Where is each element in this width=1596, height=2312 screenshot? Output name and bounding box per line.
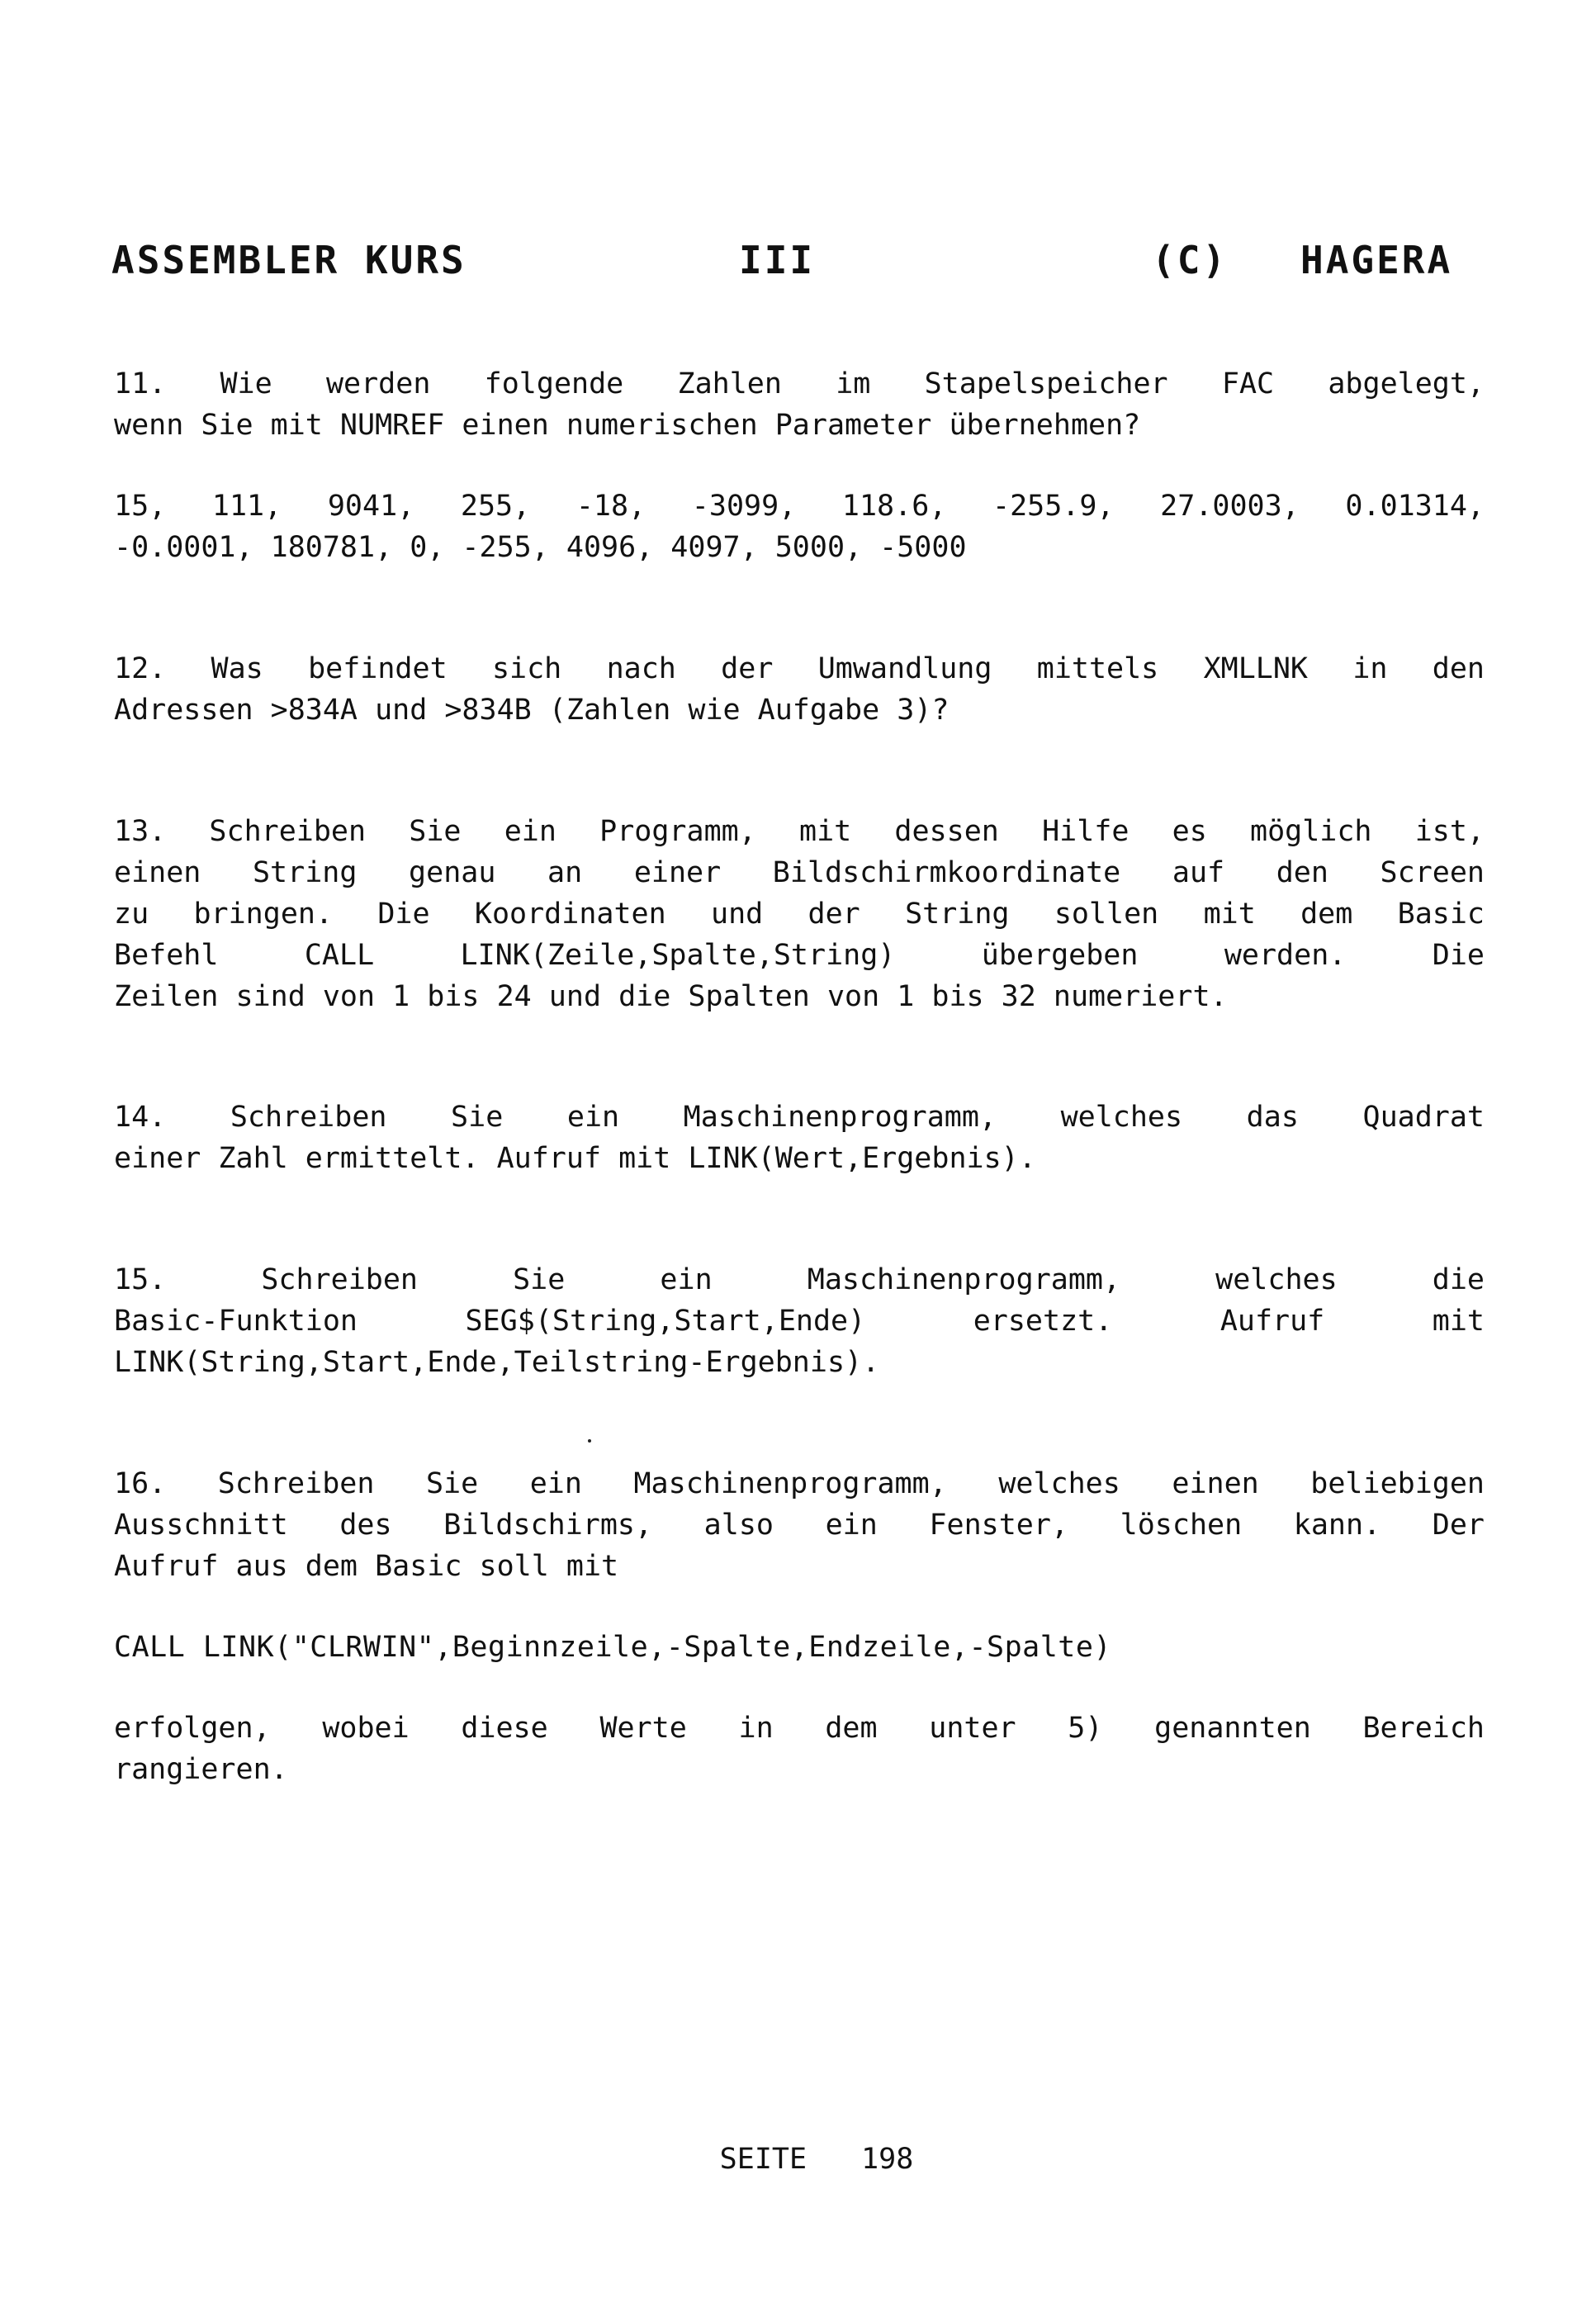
question-11-line-2: wenn Sie mit NUMREF einen numerischen Parameter übernehmen? — [114, 409, 1141, 442]
numbers-line-2: -0.0001, 180781, 0, -255, 4096, 4097, 5000, -5000 — [114, 531, 967, 564]
header-volume: III — [739, 238, 816, 282]
numbers-line-1: 15, 111, 9041, 255, -18, -3099, 118.6, -255.9, 27.0003, 0.01314, — [114, 490, 1485, 523]
footer-label: SEITE — [719, 2143, 807, 2176]
question-13-line-1: 13. Schreiben Sie ein Programm, mit dessen Hilfe es möglich ist, — [114, 815, 1485, 848]
question-13-line-5: Zeilen sind von 1 bis 24 und die Spalten von 1 bis 32 numeriert. — [114, 980, 1228, 1013]
question-16-after — [114, 1708, 1485, 1790]
header-copyright: (C) — [1152, 238, 1229, 282]
question-14 — [114, 1097, 1485, 1179]
question-11 — [114, 363, 1485, 446]
question-15-line-1: 15. Schreiben Sie ein Maschinenprogramm, welches die — [114, 1263, 1485, 1296]
scan-speck — [588, 1439, 591, 1443]
question-16-line-2: Ausschnitt des Bildschirms, also ein Fenster, löschen kann. Der — [114, 1509, 1485, 1542]
question-11-line-1: 11. Wie werden folgende Zahlen im Stapelspeicher FAC abgelegt, — [114, 367, 1485, 400]
question-15-line-3: LINK(String,Start,Ende,Teilstring-Ergebnis). — [114, 1346, 880, 1379]
question-14-line-1: 14. Schreiben Sie ein Maschinenprogramm, welches das Quadrat — [114, 1101, 1485, 1134]
question-16-after-line-2: rangieren. — [114, 1753, 288, 1786]
question-13-line-2: einen String genau an einer Bildschirmkoordinate auf den Screen — [114, 856, 1485, 889]
question-16-after-line-1: erfolgen, wobei diese Werte in dem unter 5) genannten Bereich — [114, 1712, 1485, 1745]
question-15 — [114, 1259, 1485, 1383]
page-number: 198 — [861, 2143, 914, 2176]
question-13-line-3: zu bringen. Die Koordinaten und der String sollen mit dem Basic — [114, 898, 1485, 931]
header-author: HAGERA — [1300, 238, 1453, 282]
question-13-line-4: Befehl CALL LINK(Zeile,Spalte,String) übergeben werden. Die — [114, 939, 1485, 972]
page-footer — [0, 2139, 1596, 2180]
question-12-line-2: Adressen >834A und >834B (Zahlen wie Aufgabe 3)? — [114, 694, 950, 727]
question-16-line-1: 16. Schreiben Sie ein Maschinenprogramm, welches einen beliebigen — [114, 1467, 1485, 1500]
question-11-numbers — [114, 486, 1485, 568]
question-13 — [114, 811, 1485, 1017]
question-15-line-2: Basic-Funktion SEG$(String,Start,Ende) ersetzt. Aufruf mit — [114, 1305, 1485, 1338]
header-title: ASSEMBLER KURS — [111, 238, 466, 282]
question-12 — [114, 648, 1485, 731]
page-header — [111, 238, 1452, 282]
question-16-line-3: Aufruf aus dem Basic soll mit — [114, 1550, 619, 1583]
question-14-line-2: einer Zahl ermittelt. Aufruf mit LINK(Wert,Ergebnis). — [114, 1142, 1036, 1175]
question-12-line-1: 12. Was befindet sich nach der Umwandlung mittels XMLLNK in den — [114, 652, 1485, 685]
question-16 — [114, 1463, 1485, 1587]
question-16-call: CALL LINK("CLRWIN",Beginnzeile,-Spalte,Endzeile,-Spalte) — [114, 1631, 1112, 1664]
